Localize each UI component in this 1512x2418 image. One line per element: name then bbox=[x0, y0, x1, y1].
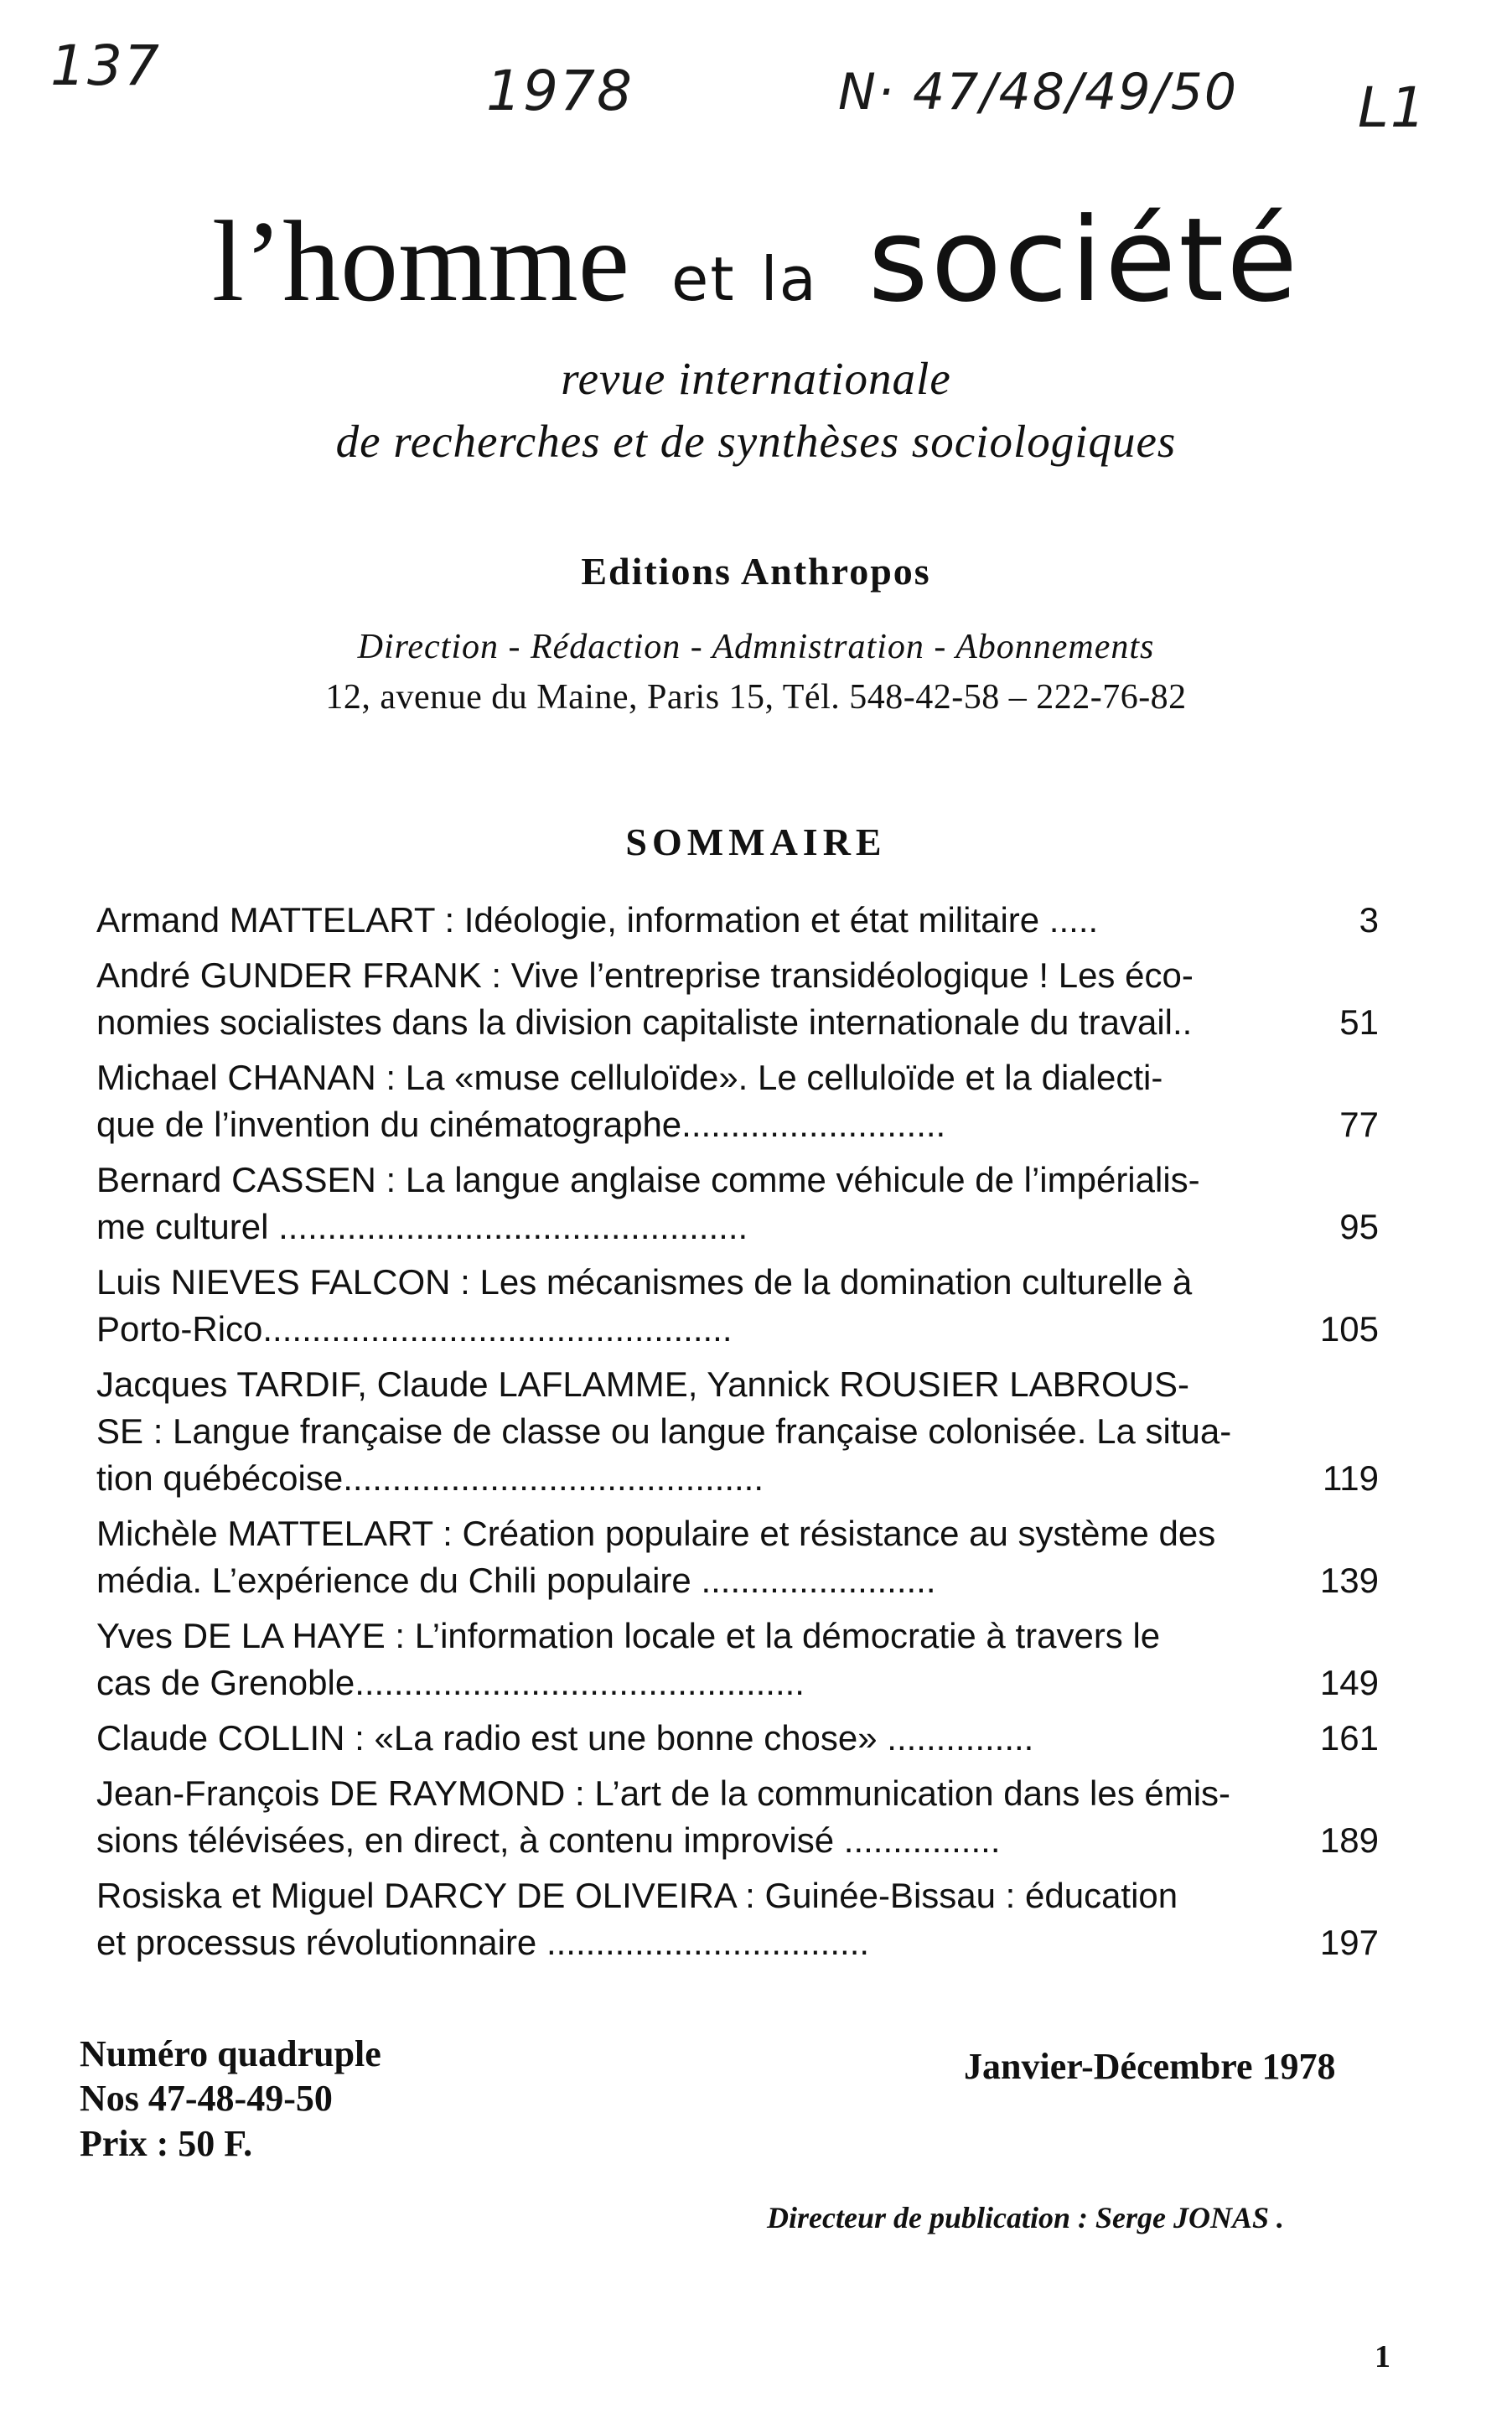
issue-date: Janvier-Décembre 1978 bbox=[964, 2046, 1336, 2087]
toc-line: cas de Grenoble.............................................. bbox=[96, 1663, 805, 1702]
toc-entry bbox=[96, 1872, 1379, 1966]
table-of-contents bbox=[96, 897, 1379, 1975]
toc-line: Armand MATTELART : Idéologie, information et état militaire ..... bbox=[96, 900, 1099, 940]
toc-page-number: 149 bbox=[1319, 1663, 1379, 1702]
toc-line: sions télévisées, en direct, à contenu improvisé ................ bbox=[96, 1820, 1001, 1860]
toc-line: tion québécoise........................................... bbox=[96, 1458, 764, 1498]
toc-line: Michèle MATTELART : Création populaire et résistance au système des bbox=[96, 1514, 1216, 1553]
title-word-homme: l’homme bbox=[211, 197, 630, 325]
toc-entry bbox=[96, 1510, 1379, 1604]
toc-entry bbox=[96, 897, 1379, 944]
toc-entry bbox=[96, 1715, 1379, 1762]
toc-line: Jacques TARDIF, Claude LAFLAMME, Yannick ROUSIER LABROUS- bbox=[96, 1364, 1190, 1404]
toc-entry bbox=[96, 1361, 1379, 1502]
toc-line: que de l’invention du cinématographe........................... bbox=[96, 1105, 946, 1144]
toc-page-number: 161 bbox=[1319, 1718, 1379, 1758]
toc-line: Bernard CASSEN : La langue anglaise comme véhicule de l’impérialis- bbox=[96, 1160, 1200, 1199]
toc-line: Luis NIEVES FALCON : Les mécanismes de la domination culturelle à bbox=[96, 1262, 1193, 1302]
toc-line: média. L’expérience du Chili populaire ........................ bbox=[96, 1561, 936, 1600]
page-number: 1 bbox=[1375, 2339, 1390, 2374]
toc-line: Rosiska et Miguel DARCY DE OLIVEIRA : Guinée-Bissau : éducation bbox=[96, 1876, 1178, 1915]
toc-line: André GUNDER FRANK : Vive l’entreprise transidéologique ! Les éco- bbox=[96, 955, 1194, 995]
toc-line: Jean-François DE RAYMOND : L’art de la communication dans les émis- bbox=[96, 1773, 1231, 1813]
toc-line: SE : Langue française de classe ou langue française colonisée. La situa- bbox=[96, 1411, 1232, 1451]
toc-entry bbox=[96, 952, 1379, 1046]
toc-page-number: 51 bbox=[1339, 1002, 1379, 1042]
toc-entry bbox=[96, 1259, 1379, 1353]
handwritten-corner-number: 137 bbox=[50, 34, 161, 98]
toc-line: et processus révolutionnaire ................................. bbox=[96, 1923, 870, 1962]
toc-line: me culturel ................................................ bbox=[96, 1207, 748, 1246]
toc-line: nomies socialistes dans la division capitaliste internationale du travail.. bbox=[96, 1002, 1193, 1042]
toc-page-number: 95 bbox=[1339, 1207, 1379, 1246]
title-word-et: et bbox=[671, 244, 736, 314]
issue-type: Numéro quadruple bbox=[80, 2033, 381, 2074]
subtitle-line-1: revue internationale bbox=[561, 353, 951, 404]
toc-entry bbox=[96, 1770, 1379, 1864]
address-line: 12, avenue du Maine, Paris 15, Tél. 548-42-58 – 222-76-82 bbox=[325, 678, 1187, 717]
issue-numbers: Nos 47-48-49-50 bbox=[80, 2078, 333, 2119]
toc-page-number: 189 bbox=[1319, 1820, 1379, 1860]
departments-line: Direction - Rédaction - Admnistration - Abonnements bbox=[357, 628, 1155, 666]
handwritten-mark: L1 bbox=[1358, 75, 1427, 140]
toc-page-number: 119 bbox=[1323, 1458, 1379, 1498]
toc-line: Porto-Rico................................................ bbox=[96, 1309, 733, 1349]
journal-title bbox=[0, 193, 1512, 328]
handwritten-year: 1978 bbox=[486, 59, 634, 123]
sommaire-heading: SOMMAIRE bbox=[625, 821, 887, 863]
subtitle-line-2: de recherches et de synthèses sociologiques bbox=[335, 416, 1177, 467]
toc-page-number: 197 bbox=[1319, 1923, 1379, 1962]
toc-line: Michael CHANAN : La «muse celluloïde». Le celluloïde et la dialecti- bbox=[96, 1058, 1163, 1097]
title-word-societe: société bbox=[867, 193, 1301, 328]
price: Prix : 50 F. bbox=[80, 2123, 253, 2164]
toc-page-number: 3 bbox=[1359, 900, 1379, 940]
handwritten-issue-ref: N· 47/48/49/50 bbox=[838, 63, 1239, 122]
toc-entry bbox=[96, 1054, 1379, 1148]
toc-entry bbox=[96, 1613, 1379, 1706]
toc-page-number: 139 bbox=[1319, 1561, 1379, 1600]
toc-page-number: 105 bbox=[1319, 1309, 1379, 1349]
title-word-la: la bbox=[760, 244, 818, 314]
publication-director: Directeur de publication : Serge JONAS . bbox=[767, 2201, 1284, 2234]
toc-entry bbox=[96, 1157, 1379, 1250]
toc-page-number: 77 bbox=[1339, 1105, 1379, 1144]
publisher-name: Editions Anthropos bbox=[581, 550, 931, 593]
toc-line: Yves DE LA HAYE : L’information locale et la démocratie à travers le bbox=[96, 1616, 1161, 1655]
toc-line: Claude COLLIN : «La radio est une bonne chose» ............... bbox=[96, 1718, 1034, 1758]
